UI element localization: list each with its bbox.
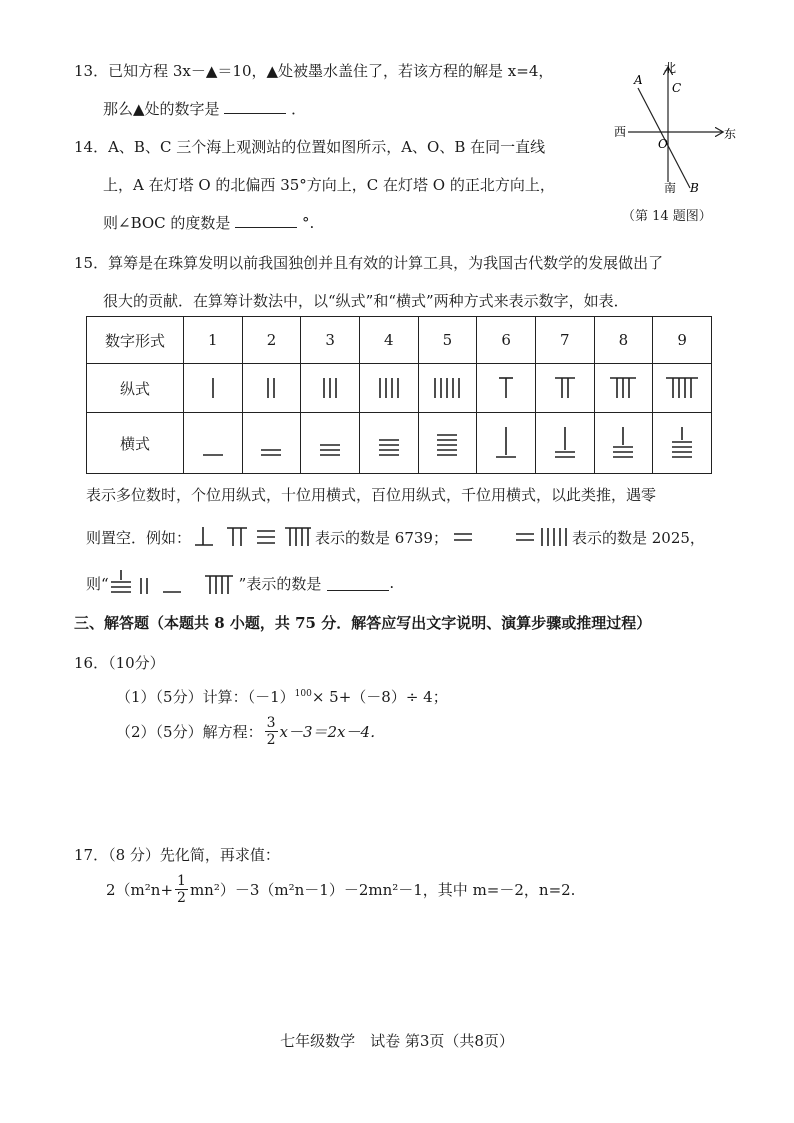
horizontal-rod-7 bbox=[550, 423, 580, 463]
q15-answer-blank[interactable] bbox=[327, 576, 389, 591]
digit-1: 1 bbox=[184, 317, 243, 364]
q16-title: 16．（10分） bbox=[74, 654, 165, 672]
q14-text: 则∠BOC 的度数是 bbox=[103, 214, 231, 232]
rods-example-2025 bbox=[450, 524, 570, 550]
q15-line1: 15．算筹是在珠算发明以前我国独创并且有效的计算工具，为我国古代数学的发展做出了 bbox=[74, 254, 664, 272]
q14-line3 bbox=[103, 212, 314, 233]
table-row-vertical bbox=[87, 364, 712, 413]
q16-p1-rest: × 5+（－8）÷ 4； bbox=[311, 688, 448, 706]
page-footer: 七年级数学 试卷 第3页（共8页） bbox=[280, 1032, 514, 1050]
horizontal-rod-cell bbox=[653, 413, 712, 474]
q16-frac-num: 3 bbox=[266, 715, 276, 731]
horizontal-rod-cell bbox=[242, 413, 301, 474]
q15-para2-a: 则置空．例如： bbox=[86, 528, 192, 547]
table-row-digits bbox=[87, 317, 712, 364]
digit-4: 4 bbox=[359, 317, 418, 364]
q14-end: °. bbox=[301, 214, 315, 232]
q15-para2-c: 表示的数是 2025， bbox=[571, 528, 705, 547]
q16-p1-text: （1）（5分）计算：（－1） bbox=[116, 688, 295, 706]
q13-text: 那么▲处的数字是 bbox=[103, 100, 220, 118]
vertical-rod-9 bbox=[664, 374, 700, 402]
horizontal-rod-cell bbox=[418, 413, 477, 474]
vertical-rod-5 bbox=[427, 374, 467, 402]
section-3-heading: 三、解答题（本题共 8 小题，共 75 分．解答应写出文字说明、演算步骤或推理过程） bbox=[74, 614, 652, 632]
digit-7: 7 bbox=[535, 317, 594, 364]
q17-fraction bbox=[175, 874, 188, 905]
vertical-rod-cell bbox=[359, 364, 418, 413]
vertical-rod-4 bbox=[372, 374, 406, 402]
q17-expression bbox=[106, 874, 575, 905]
q17-title: 17．（8 分）先化简，再求值： bbox=[74, 846, 280, 864]
horizontal-rod-cell bbox=[359, 413, 418, 474]
q17-expr-b: mn²）－3（m²n－1）－2mn²－1，其中 m=－2，n=2. bbox=[189, 881, 576, 899]
digit-9: 9 bbox=[653, 317, 712, 364]
q17-expr-a: 2（m²n+ bbox=[106, 881, 174, 899]
horizontal-rod-cell bbox=[184, 413, 243, 474]
q14-line1: 14．A、B、C 三个海上观测站的位置如图所示，A、O、B 在同一直线 bbox=[74, 138, 546, 156]
label-C: C bbox=[672, 81, 682, 95]
q15-para2 bbox=[86, 524, 705, 550]
label-west: 西 bbox=[614, 125, 627, 139]
q13-end: ． bbox=[291, 100, 307, 118]
vertical-rod-8 bbox=[608, 374, 638, 402]
q17-frac-num: 1 bbox=[177, 873, 186, 889]
label-south: 南 bbox=[664, 181, 677, 195]
fig14-caption: （第 14 题图） bbox=[622, 209, 712, 224]
vertical-rod-cell bbox=[184, 364, 243, 413]
q15-para3-end: . bbox=[389, 574, 395, 592]
vertical-rod-cell bbox=[242, 364, 301, 413]
horizontal-rod-cell bbox=[301, 413, 360, 474]
q16-frac-den: 2 bbox=[266, 732, 276, 748]
digit-6: 6 bbox=[477, 317, 536, 364]
q16-p2-text: （2）（5分）解方程： bbox=[116, 723, 263, 741]
horizontal-rod-4 bbox=[374, 423, 404, 463]
vertical-rod-cell bbox=[477, 364, 536, 413]
horizontal-rod-1 bbox=[198, 423, 228, 463]
q16-part2 bbox=[116, 716, 385, 747]
horizontal-rod-9 bbox=[667, 423, 697, 463]
vertical-rod-cell bbox=[653, 364, 712, 413]
digit-5: 5 bbox=[418, 317, 477, 364]
rods-example-6739 bbox=[193, 524, 313, 550]
q13-line1: 13．已知方程 3x－▲＝10，▲处被墨水盖住了，若该方程的解是 x=4， bbox=[74, 62, 554, 80]
vertical-rod-6 bbox=[491, 374, 521, 402]
horizontal-rod-cell bbox=[535, 413, 594, 474]
horizontal-rod-5 bbox=[432, 423, 462, 463]
q13-line2 bbox=[103, 98, 306, 119]
horizontal-rod-cell bbox=[594, 413, 653, 474]
q15-para3-a: 则“ bbox=[86, 574, 109, 593]
label-A: A bbox=[634, 73, 643, 87]
header-label: 数字形式 bbox=[87, 317, 184, 364]
q16-p1-exponent: 100 bbox=[294, 689, 312, 699]
q16-p2-rest: x－3＝2x－4． bbox=[279, 723, 386, 741]
vertical-rod-cell bbox=[535, 364, 594, 413]
horizontal-rod-3 bbox=[315, 423, 345, 463]
q15-para3-b: ”表示的数是 bbox=[238, 574, 322, 593]
compass-figure bbox=[606, 58, 736, 228]
horizontal-rod-2 bbox=[256, 423, 286, 463]
vertical-label: 纵式 bbox=[87, 364, 184, 413]
q15-line2: 很大的贡献．在算筹计数法中，以“纵式”和“横式”两种方式来表示数字，如表． bbox=[103, 292, 629, 310]
label-north: 北 bbox=[664, 61, 677, 75]
q15-para3 bbox=[86, 568, 394, 598]
q13-answer-blank[interactable] bbox=[224, 99, 286, 114]
horizontal-rod-cell bbox=[477, 413, 536, 474]
counting-rods-table bbox=[86, 316, 712, 474]
q15-para2-b: 表示的数是 6739； bbox=[315, 528, 448, 547]
label-east: 东 bbox=[724, 127, 736, 141]
vertical-rod-7 bbox=[550, 374, 580, 402]
label-O: O bbox=[658, 137, 668, 151]
horizontal-label: 横式 bbox=[87, 413, 184, 474]
q16-fraction bbox=[265, 716, 278, 747]
q16-part1 bbox=[116, 686, 448, 707]
vertical-rod-cell bbox=[418, 364, 477, 413]
q15-para1: 表示多位数时，个位用纵式，十位用横式，百位用纵式，千位用横式，以此类推，遇零 bbox=[86, 486, 657, 504]
table-row-horizontal bbox=[87, 413, 712, 474]
digit-2: 2 bbox=[242, 317, 301, 364]
vertical-rod-cell bbox=[301, 364, 360, 413]
vertical-rod-1 bbox=[198, 374, 228, 402]
digit-3: 3 bbox=[301, 317, 360, 364]
digit-8: 8 bbox=[594, 317, 653, 364]
q17-frac-den: 2 bbox=[177, 890, 186, 906]
horizontal-rod-8 bbox=[608, 423, 638, 463]
rods-question bbox=[109, 568, 239, 598]
horizontal-rod-6 bbox=[491, 423, 521, 463]
vertical-rod-3 bbox=[315, 374, 345, 402]
q14-answer-blank[interactable] bbox=[235, 213, 297, 228]
vertical-rod-2 bbox=[256, 374, 286, 402]
q14-line2: 上，A 在灯塔 O 的北偏西 35°方向上，C 在灯塔 O 的正北方向上， bbox=[103, 176, 555, 194]
label-B: B bbox=[690, 181, 699, 195]
vertical-rod-cell bbox=[594, 364, 653, 413]
